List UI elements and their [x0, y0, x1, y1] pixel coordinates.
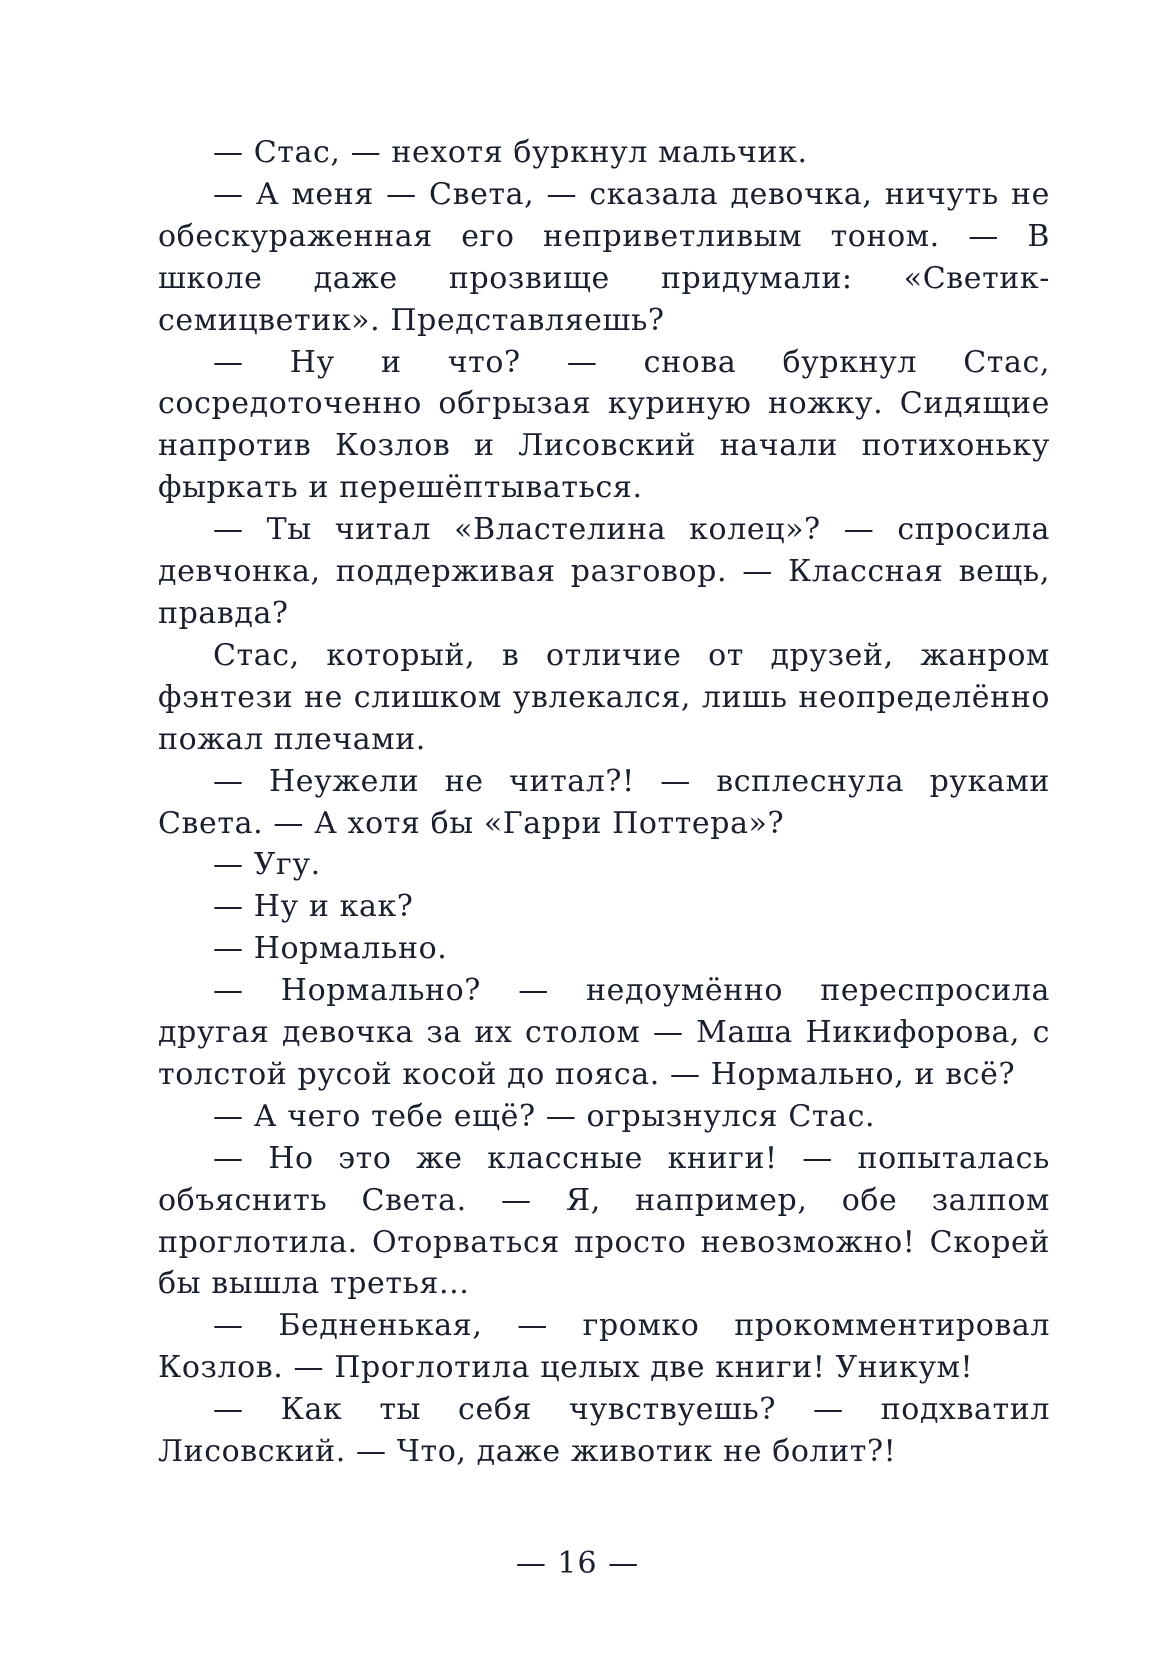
paragraph: — Ты читал «Властелина колец»? — спросила девчонка, поддерживая разговор. — Классная вещь, правда?	[158, 512, 1050, 631]
paragraph: — Угу.	[213, 847, 321, 883]
paragraph: — Ну и что? — снова буркнул Стас, сосредоточенно обгрызая куриную ножку. Сидящие напротив Козлов и Лисовский начали потихоньку фыркать и перешёптываться.	[158, 344, 1050, 506]
page-number: — 16 —	[515, 1546, 640, 1581]
paragraph: — Нормально? — недоумённо переспросила другая девочка за их столом — Маша Никифорова, с толстой русой косой до пояса. — Нормально, и всё?	[158, 973, 1050, 1092]
body-text	[158, 132, 1050, 1473]
paragraph: — Стас, — нехотя буркнул мальчик.	[213, 135, 808, 170]
paragraph: — Но это же классные книги! — попыталась объяснить Света. — Я, например, обе залпом проглотила. Оторваться просто невозможно! Скорей бы вышла третья...	[158, 1140, 1050, 1302]
paragraph: — Ну и как?	[213, 889, 414, 925]
paragraph: — Нормально.	[213, 931, 448, 967]
paragraph: Стас, который, в отличие от друзей, жанром фэнтези не слишком увлекался, лишь неопределённо пожал плечами.	[158, 637, 1050, 757]
paragraph: — Как ты себя чувствуешь? — подхватил Лисовский. — Что, даже животик не болит?!	[158, 1392, 1050, 1470]
paragraph: — Неужели не читал?! — всплеснула руками Света. — А хотя бы «Гарри Поттера»?	[158, 763, 1050, 841]
paragraph: — А чего тебе ещё? — огрызнулся Стас.	[213, 1098, 876, 1134]
paragraph: — А меня — Света, — сказала девочка, ничуть не обескураженная его неприветливым тоном. — В школе даже прозвище придумали: «Светик-семицветик». Представляешь?	[158, 176, 1050, 338]
paragraph: — Бедненькая, — громко прокомментировал Козлов. — Проглотила целых две книги! Уникум!	[158, 1308, 1050, 1386]
